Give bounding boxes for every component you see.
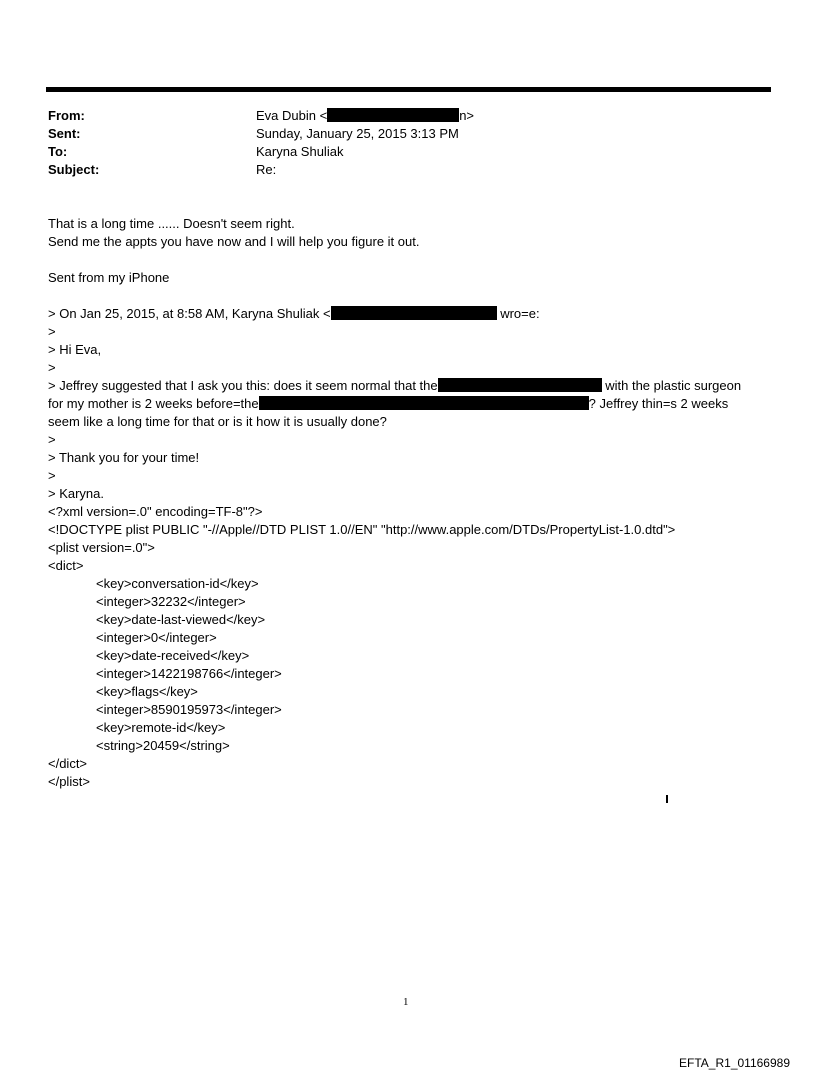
plist-line: </dict> — [48, 756, 88, 771]
stray-mark — [666, 795, 668, 803]
sent-label: Sent: — [48, 126, 81, 141]
quote-line: > — [48, 468, 56, 483]
quote-text: for my mother is 2 weeks before=the — [48, 396, 259, 411]
body-line: Send me the appts you have now and I will help you figure it out. — [48, 234, 420, 249]
quote-line: seem like a long time for that or is it how it is usually done? — [48, 414, 387, 429]
redaction-box — [327, 108, 459, 122]
to-label: To: — [48, 144, 68, 159]
quote-line: > — [48, 432, 56, 447]
signature: Sent from my iPhone — [48, 270, 170, 285]
from-label: From: — [48, 108, 85, 123]
plist-line: <integer>8590195973</integer> — [96, 702, 282, 717]
quote-text: ? Jeffrey thin=s 2 weeks — [588, 396, 729, 411]
plist-line: <string>20459</string> — [96, 738, 230, 753]
header-rule — [46, 87, 771, 92]
quote-line: > Karyna. — [48, 486, 105, 501]
quote-intro-end: wro=e: — [496, 306, 540, 321]
plist-line: <?xml version=.0" encoding=TF-8"?> — [48, 504, 263, 519]
plist-line: <key>flags</key> — [96, 684, 198, 699]
page-number: 1 — [403, 996, 409, 1008]
plist-line: <integer>1422198766</integer> — [96, 666, 282, 681]
plist-line: <key>conversation-id</key> — [96, 576, 259, 591]
plist-line: <plist version=.0"> — [48, 540, 155, 555]
subject-label: Subject: — [48, 162, 100, 177]
quote-line: > Thank you for your time! — [48, 450, 200, 465]
quote-line — [48, 305, 540, 323]
sent-value: Sunday, January 25, 2015 3:13 PM — [256, 126, 459, 141]
body-line: That is a long time ...... Doesn't seem right. — [48, 216, 295, 231]
from-value — [256, 107, 474, 125]
quote-line: > — [48, 324, 56, 339]
from-name: Eva Dubin < — [256, 108, 328, 123]
subject-value: Re: — [256, 162, 277, 177]
quote-line: > Hi Eva, — [48, 342, 102, 357]
from-email-suffix: n> — [459, 108, 475, 123]
redaction-box — [259, 396, 589, 410]
redaction-box — [331, 306, 497, 320]
quote-line: > — [48, 360, 56, 375]
plist-line: <key>date-received</key> — [96, 648, 250, 663]
plist-line: <integer>0</integer> — [96, 630, 217, 645]
plist-line: <dict> — [48, 558, 84, 573]
quote-line — [48, 395, 728, 413]
quote-text: > Jeffrey suggested that I ask you this: does it seem normal that the — [48, 378, 438, 393]
plist-line: <key>date-last-viewed</key> — [96, 612, 266, 627]
quote-line — [48, 377, 741, 395]
plist-line: <integer>32232</integer> — [96, 594, 246, 609]
plist-line: <key>remote-id</key> — [96, 720, 226, 735]
plist-line: <!DOCTYPE plist PUBLIC "-//Apple//DTD PLIST 1.0//EN" "http://www.apple.com/DTDs/PropertyList-1.0.dtd"> — [48, 522, 676, 537]
bates-number: EFTA_R1_01166989 — [679, 1056, 790, 1070]
to-value: Karyna Shuliak — [256, 144, 344, 159]
quote-text: with the plastic surgeon — [601, 378, 742, 393]
quote-intro: > On Jan 25, 2015, at 8:58 AM, Karyna Shuliak < — [48, 306, 331, 321]
plist-line: </plist> — [48, 774, 90, 789]
redaction-box — [438, 378, 602, 392]
